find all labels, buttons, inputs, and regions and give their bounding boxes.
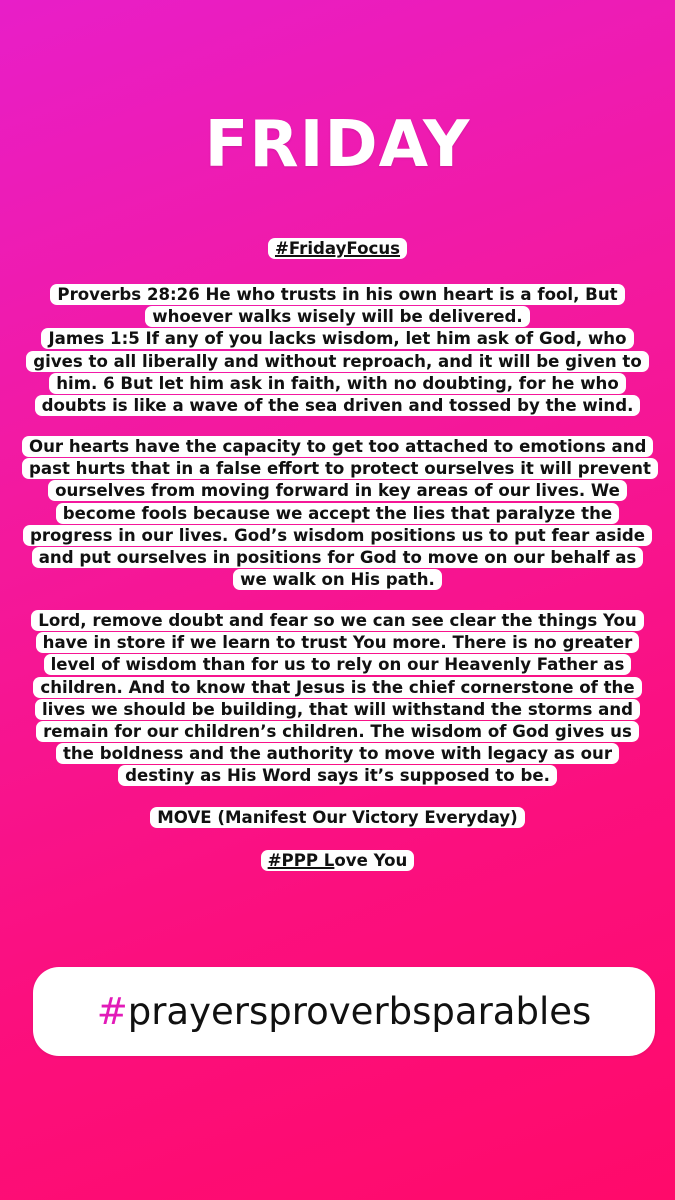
move-block xyxy=(22,807,653,829)
closing-line xyxy=(261,850,415,871)
closing-block xyxy=(22,850,653,872)
reflection-block xyxy=(22,436,653,591)
scripture-proverbs: Proverbs 28:26 He who trusts in his own heart is a fool, But whoever walks wisely will be delivered. xyxy=(50,284,624,327)
prayer-text: Lord, remove doubt and fear so we can see clear the things You have in store if we learn to trust You more. There is no greater level of wisdom than for us to rely on our Heavenly Father as children. And to know that Jesus is the chief cornerstone of the lives we should be building, that will withstand the storms and remain for our children’s children. The wisdom of God gives us the boldness and the authority to move with legacy as our destiny as His Word says it’s supposed to be. xyxy=(31,610,643,786)
reflection-text: Our hearts have the capacity to get too attached to emotions and past hurts that in a false effort to protect ourselves it will prevent ourselves from moving forward in key areas of our lives. We become fools because we accept the lies that paralyze the progress in our lives. God’s wisdom positions us to put fear aside and put ourselves in positions for God to move on our behalf as we walk on His path. xyxy=(22,436,658,590)
move-text: MOVE (Manifest Our Victory Everyday) xyxy=(150,807,524,828)
focus-hashtag[interactable]: #FridayFocus xyxy=(268,238,407,259)
ppp-hashtag[interactable]: #PPP L xyxy=(267,851,335,870)
focus-tag-block xyxy=(22,238,653,260)
hashtag-sticker[interactable] xyxy=(33,967,655,1056)
scripture-block xyxy=(22,284,653,417)
hashtag-sticker-text: prayersproverbsparables xyxy=(127,990,592,1033)
day-title: FRIDAY xyxy=(204,108,471,182)
closing-text: ove You xyxy=(334,851,408,870)
hash-symbol: # xyxy=(96,990,128,1033)
scripture-james: James 1:5 If any of you lacks wisdom, let him ask of God, who gives to all liberally and without reproach, and it will be given to him. 6 But let him ask in faith, with no doubting, for he who doubts is like a wave of the sea driven and tossed by the wind. xyxy=(26,328,649,416)
prayer-block xyxy=(22,610,653,788)
